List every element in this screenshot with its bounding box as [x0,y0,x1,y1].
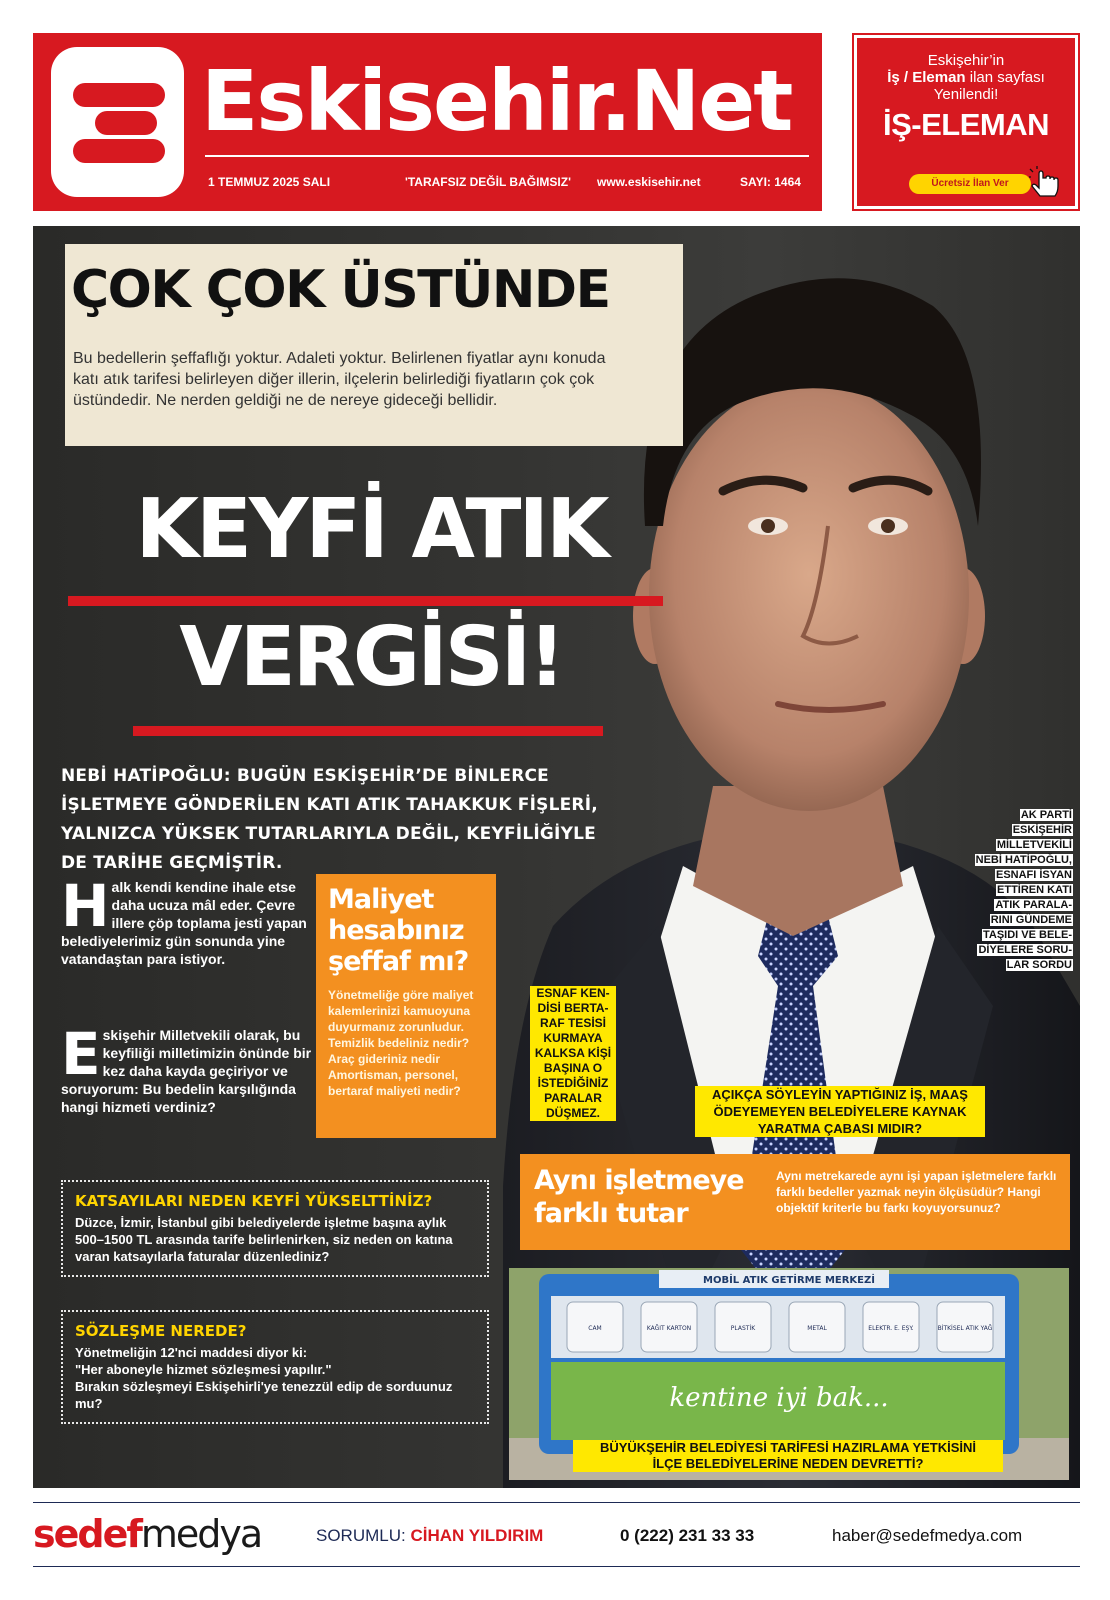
promo-line2-bold: İş / Eleman [887,69,966,86]
headline-line1: KEYFİ ATIK [135,482,607,577]
quote-tag-line: ÖDEYEMEYEN BELEDİYELERE KAYNAK [713,1104,967,1119]
ayni-title: Aynı işletmeye farklı tutar [534,1165,744,1229]
maliyet-text: Yönetmeliğe göre maliyet kalemlerinizi kamuoyuna duyurmanız zorunludur. Temizlik bedeliniz nedir? Araç gideriniz nedir Amortisman, personel, bertaraf maliyeti nedir? [328,988,474,1098]
sozlesme-box [61,1310,489,1424]
esnaf-tag-line: DÜŞMEZ. [546,1106,600,1120]
photo-caption [958,808,1073,973]
brand-name[interactable]: Eskisehir.Net [201,52,792,150]
quote-tag-line: YARATMA ÇABASI MIDIR? [757,1121,923,1136]
body-paragraph-2-text: skişehir Milletvekili olarak, bu keyfiliği milletimizin önünde bir kez daha kayda geçiriyor ve soruyorum: Bu bedelin karşılığında hangi hizmeti verdiniz? [61,1027,312,1115]
motto: 'TARAFSIZ DEĞİL BAĞIMSIZ' [405,175,571,189]
recycling-bin [789,1302,845,1352]
headline-line2: VERGİSİ! [179,610,563,705]
katsayi-title: KATSAYILARI NEDEN KEYFİ YÜKSELTTİNİZ? [75,1192,433,1210]
body-paragraph-1-text: alk kendi kendine ihale etse daha ucuza mâl eder. Çevre illere çöp toplama jesti yapan belediyelerimiz gün sonunda yine vatandaştan para istiyor. [61,879,307,967]
drop-cap-h: H [61,872,110,940]
promo-title: İŞ-ELEMAN [883,107,1049,142]
maliyet-title: Maliyet hesabınız şeffaf mı? [328,884,469,977]
caption-line: NEBİ HATİPOĞLU, [975,854,1072,866]
esnaf-tag-line: RAF TESİSİ [539,1016,606,1030]
ayni-text: Aynı metrekarede aynı işi yapan işletmelere farklı farklı bedeller yazmak neyin ölçüsüdür? Hangi objektif kriterle bu farkı koyuyorsunuz? [776,1169,1057,1215]
maliyet-box [316,874,496,1138]
station-header: MOBİL ATIK GETİRME MERKEZİ [703,1275,875,1286]
footer-rule-top [33,1502,1080,1503]
promo-line2 [857,69,1075,86]
caption-line: ESKİŞEHİR [1012,824,1072,836]
masthead [33,33,822,211]
esnaf-tag-line: DİSİ BERTA- [537,1001,609,1015]
caption-line: LAR SORDU [1006,959,1072,971]
job-ad-inner [857,38,1075,206]
free-ad-button[interactable]: Ücretsiz İlan Ver [909,174,1031,194]
caption-line: ATIK PARALA- [995,899,1072,911]
recycling-bin [715,1302,771,1352]
logo-bar-middle [95,111,157,135]
caption-line: AK PARTİ [1020,809,1072,821]
esnaf-tag-line: KURMAYA [543,1031,603,1045]
caption-line: ETTİREN KATI [997,884,1072,896]
headline-rule-top [68,596,663,606]
photo-tag-line: BÜYÜKŞEHİR BELEDİYESİ TARİFESİ HAZIRLAMA YETKİSİNİ [599,1440,977,1455]
bin-label: CAM [588,1325,602,1332]
logo-part-b: medya [140,1512,262,1556]
promo-line2-rest: ilan sayfası [965,69,1045,86]
footer-email[interactable]: haber@sedefmedya.com [832,1526,1023,1545]
caption-line: DİYELERE SORU- [978,944,1072,956]
front-page-panel [33,226,1080,1488]
recycling-bin [937,1302,993,1352]
intro-text: Bu bedellerin şeffaflığı yoktur. Adaleti yoktur. Belirlenen fiyatlar aynı konuda katı atık tarifesi belirleyen diğer illerin, ilçelerin belirlediği fiyatların çok çok üstündedir. Ne nerden geldiği ne de nereye gideceği bellidir. [73,350,606,409]
logo-bar-bottom [73,139,165,163]
bin-label: BİTKİSEL ATIK YAĞ [937,1325,993,1332]
job-ad-promo[interactable] [852,33,1080,211]
footer-phone[interactable]: 0 (222) 231 33 33 [620,1526,755,1545]
photo-tag [573,1440,1003,1472]
intro-title: ÇOK ÇOK ÜSTÜNDE [71,260,610,320]
promo-line1: Eskişehir’in [927,52,1005,69]
caption-line: RINI GÜNDEME [990,914,1072,926]
recycling-bin [567,1302,623,1352]
esnaf-tag-line: İSTEDİĞİNİZ [537,1076,609,1090]
quote-tag-line: AÇIKÇA SÖYLEYİN YAPTIĞINIZ İŞ, MAAŞ [712,1087,968,1102]
quote-tag [695,1086,985,1137]
pointing-hand-icon [1029,166,1065,202]
logo-bar-top [73,83,165,107]
drop-cap-e: E [61,1020,101,1088]
promo-line3: Yenilendi! [933,86,999,103]
subhead: NEBİ HATİPOĞLU: BUGÜN ESKİŞEHİR’DE BİNLERCE İŞLETMEYE GÖNDERİLEN KATI ATIK TAHAKKUK FİŞLERİ, YALNIZCA YÜKSEK TUTARLARIYLA DEĞİL, KEYFİLİĞİYLE DE TARİHE GEÇMİŞTİR. [61,766,598,873]
site-url[interactable]: www.eskisehir.net [597,175,701,189]
caption-line: MİLLETVEKİLİ [996,839,1072,851]
bin-label: METAL [807,1325,827,1332]
caption-line: ESNAFI İSYAN [995,869,1072,881]
katsayi-box [61,1180,489,1277]
esnaf-tag-line: KALKSA KİŞİ [534,1046,612,1060]
issue-date: 1 TEMMUZ 2025 SALI [208,175,331,189]
site-logo[interactable] [51,47,184,197]
footer-rule-bottom [33,1566,1080,1567]
bin-label: ELEKTR. E. EŞY. [868,1325,914,1332]
responsible-label: SORUMLU: [316,1526,411,1545]
sozlesme-title: SÖZLEŞME NEREDE? [75,1322,247,1340]
esnaf-tag-line: PARALAR [544,1091,602,1105]
sedefmedya-logo[interactable] [33,1512,261,1556]
katsayi-text: Düzce, İzmir, İstanbul gibi belediyelerde işletme başına aylık 500–1500 TL arasında tarife belirlenirken, siz neden on katına varan katsayılarla faturalar düzenlediniz? [75,1215,453,1264]
photo-tag-line: İLÇE BELEDİYELERİNE NEDEN DEVRETTİ? [652,1456,924,1471]
esnaf-tag [530,986,616,1121]
ayni-banner [520,1154,1070,1250]
caption-line: TAŞIDI VE BELE- [982,929,1072,941]
responsible-editor [316,1526,543,1546]
recycling-bin [641,1302,697,1352]
esnaf-tag-line: BAŞINA O [543,1061,603,1075]
brand-rule [205,155,809,157]
recycling-bin [863,1302,919,1352]
sozlesme-line3: Bırakın sözleşmeyi Eskişehirli'ye tenezzül edip de sorduunuz mu? [75,1379,453,1411]
sozlesme-line2: "Her aboneyle hizmet sözleşmesi yapılır." [75,1362,332,1377]
body-paragraph-2 [61,1020,317,1116]
logo-part-a: sedef [33,1512,141,1556]
sozlesme-line1: Yönetmeliğin 12'nci maddesi diyor ki: [75,1345,308,1360]
bin-label: KAĞIT KARTON [646,1325,692,1332]
station-slogan: kentine iyi bak... [669,1383,889,1413]
headline-rule-bottom [133,726,603,736]
responsible-name: CİHAN YILDIRIM [410,1526,544,1545]
issue-number: SAYI: 1464 [740,175,801,189]
body-paragraph-1 [61,872,317,968]
bin-label: PLASTİK [730,1325,756,1332]
esnaf-tag-line: ESNAF KEN- [536,986,610,1000]
